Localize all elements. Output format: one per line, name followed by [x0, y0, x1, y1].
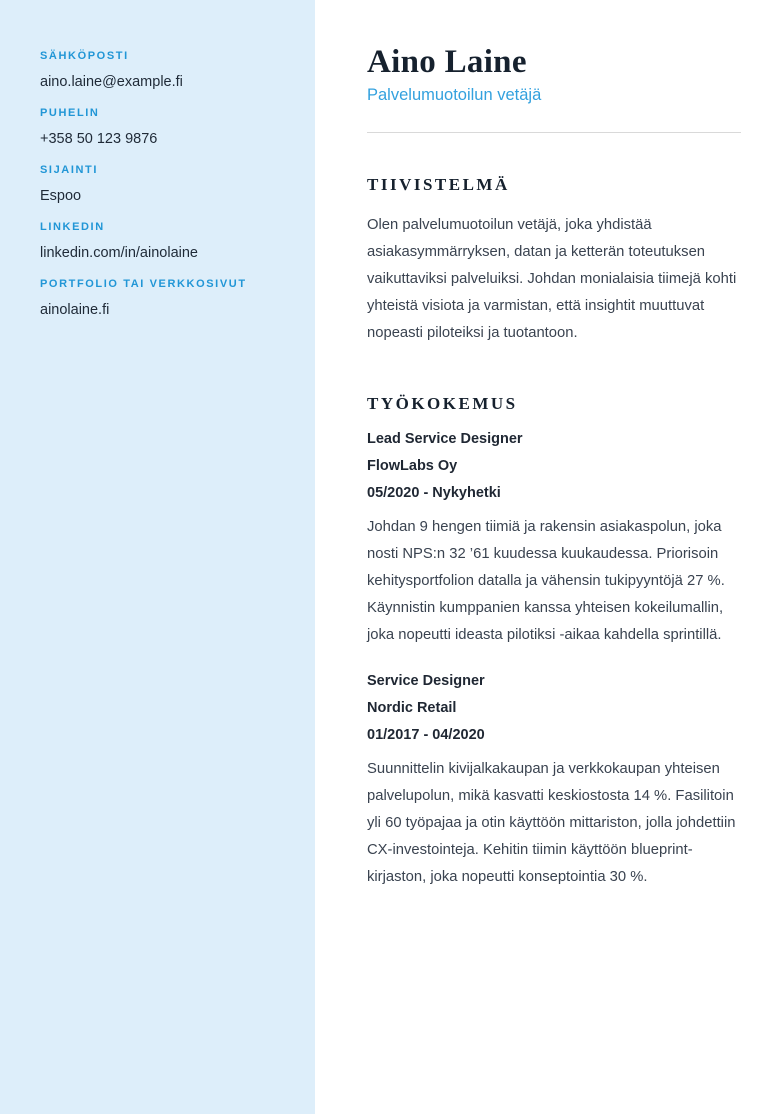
experience-section: [367, 394, 741, 891]
contact-portfolio-label: PORTFOLIO TAI VERKKOSIVUT: [40, 278, 247, 290]
contact-phone-label: PUHELIN: [40, 107, 100, 119]
person-job-title: Palvelumuotoilun vetäjä: [367, 86, 542, 105]
summary-text: Olen palvelumuotoilun vetäjä, joka yhdistää asiakasymmärryksen, datan ja ketterän toteutuksen vaikuttaviksi palveluiksi. Johdan monialaisia tiimejä kohti yhteistä visiota ja varmistan, että insightit muuttuvat nopeasti piloteiksi ja tuotantoon.: [367, 217, 737, 342]
contact-email-label: SÄHKÖPOSTI: [40, 50, 129, 62]
job-entry: [367, 673, 741, 891]
header-divider: [367, 132, 741, 133]
job-description: Suunnittelin kivijalkakaupan ja verkkokaupan yhteisen palvelupolun, mikä kasvatti keskiostosta 14 %. Fasilitoin yli 60 työpajaa ja otin käyttöön mittariston, jolla johdettiin CX-investointeja. Kehitin tiimin käyttöön blueprint-kirjaston, joka nopeutti konseptointia 30 %.: [367, 761, 736, 886]
contact-email-value: aino.laine@example.fi: [40, 74, 183, 90]
summary-heading: TIIVISTELMÄ: [367, 175, 510, 195]
job-description: Johdan 9 hengen tiimiä ja rakensin asiakaspolun, joka nosti NPS:n 32 ’61 kuudessa kuukaudessa. Priorisoin kehitysportfolion datalla ja vähensin tukipyyntöjä 27 %. Käynnistin kumppanien kanssa yhteisen kokeilumallin, joka nopeutti ideasta pilotiksi -aikaa kahdella sprintillä.: [367, 519, 725, 644]
contact-location-value: Espoo: [40, 188, 82, 204]
contact-phone: [40, 107, 287, 147]
person-name: Aino Laine: [367, 44, 527, 80]
contact-location-label: SIJAINTI: [40, 164, 99, 176]
job-company: FlowLabs Oy: [367, 458, 458, 475]
contact-linkedin-label: LINKEDIN: [40, 221, 105, 233]
job-dates: 01/2017 - 04/2020: [367, 727, 485, 744]
job-title: Service Designer: [367, 673, 485, 690]
contact-linkedin: [40, 221, 287, 261]
contact-sidebar: [0, 0, 315, 1114]
experience-heading: TYÖKOKEMUS: [367, 394, 518, 414]
job-company: Nordic Retail: [367, 700, 457, 717]
contact-email: [40, 50, 287, 90]
contact-linkedin-value: linkedin.com/in/ainolaine: [40, 245, 198, 261]
job-entry: [367, 431, 741, 649]
resume-main-column: [315, 0, 781, 1114]
contact-portfolio: [40, 278, 287, 318]
summary-section: [367, 175, 741, 347]
contact-location: [40, 164, 287, 204]
job-dates: 05/2020 - Nykyhetki: [367, 485, 501, 502]
job-title: Lead Service Designer: [367, 431, 523, 448]
contact-phone-value: +358 50 123 9876: [40, 131, 158, 147]
contact-portfolio-value: ainolaine.fi: [40, 302, 110, 318]
